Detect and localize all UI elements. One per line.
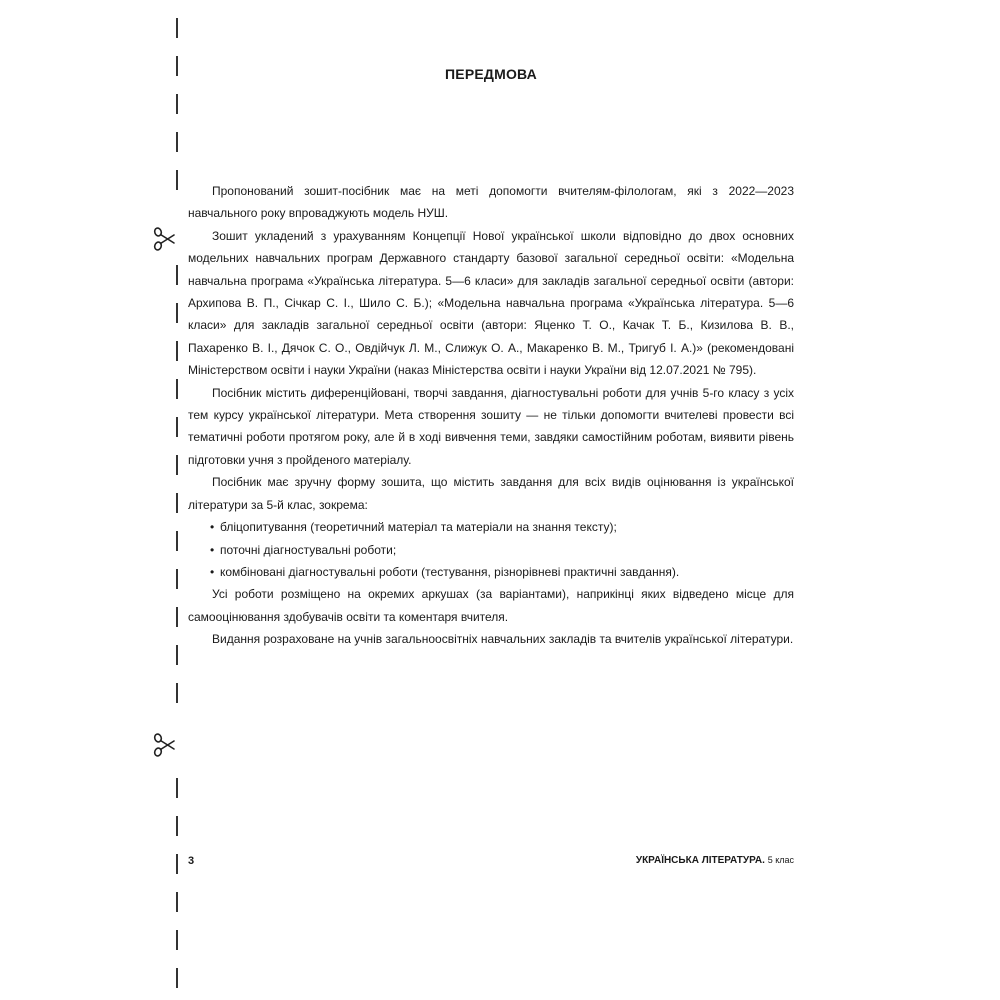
paragraph: Посібник має зручну форму зошита, що містить завдання для всіх видів оцінювання із української літератури за 5-й клас, зокрема: [188,475,794,512]
cut-dash [176,778,178,798]
page-number: 3 [188,855,195,867]
paragraph: Видання розраховане на учнів загальноосвітніх навчальних закладів та вчителів української літератури. [212,632,794,647]
paragraph: Посібник містить диференційовані, творчі завдання, діагностувальні роботи для учнів 5-го класу з усіх тем курсу української літератури. Мета створення зошиту — не тільки допомогти вчителеві провести всі тематичні роботи протягом року, але й в ході вивчення теми, завдяки самостійним роботам, виявити рівень підготовки учня з пройденого матеріалу. [188,385,794,467]
dashed-cut-line [175,0,179,1000]
cut-dash [176,303,178,323]
page-title: ПЕРЕДМОВА [445,66,537,82]
cut-dash [176,816,178,836]
cut-dash [176,930,178,950]
body-text [188,180,794,651]
cut-dash [176,56,178,76]
grade-label: 5 клас [767,855,794,865]
cut-dash [176,892,178,912]
cut-dash [176,968,178,988]
scissors-icon [151,732,177,758]
cut-dash [176,531,178,551]
cut-dash [176,132,178,152]
cut-dash [176,170,178,190]
cut-dash [176,18,178,38]
cut-dash [176,417,178,437]
cut-dash [176,607,178,627]
cut-dash [176,683,178,703]
cut-dash [176,455,178,475]
cut-dash [176,94,178,114]
cut-dash [176,645,178,665]
running-footer [636,855,794,866]
scissors-icon [151,226,177,252]
cut-dash [176,265,178,285]
cut-dash [176,341,178,361]
list-item: • бліцопитування (теоретичний матеріал та матеріали на знання тексту); [210,516,794,538]
paragraph: Усі роботи розміщено на окремих аркушах (за варіантами), наприкінці яких відведено місце для самооцінювання здобувачів освіти та коментаря вчителя. [188,587,794,624]
paragraph: Зошит укладений з урахуванням Концепції Нової української школи відповідно до двох основних модельних навчальних програм Державного стандарту базової загальної середньої освіти: «Модельна навчальна програма «Українська література. 5—6 класи» для закладів загальної середньої освіти (автори: Архипова В. П., Січкар С. І., Шило С. Б.); «Модельна навчальна програма «Українська література. 5—6 класи» для закладів загальної середньої освіти (автори: Яценко Т. О., Качак Т. Б., Кизилова В. В., Пахаренко В. І., Дячок С. О., Овдійчук Л. М., Слижук О. А., Макаренко В. М., Тригуб І. А.)» (рекомендовані Міністерством освіти і науки України (наказ Міністерства освіти і науки України від 12.07.2021 № 795). [188,228,794,378]
cut-dash [176,493,178,513]
book-title: УКРАЇНСЬКА ЛІТЕРАТУРА. [635,855,765,866]
paragraph: Пропонований зошит-посібник має на меті допомогти вчителям-філологам, які з 2022—2023 навчального року впроваджують модель НУШ. [188,184,794,221]
list-item: • поточні діагностувальні роботи; [210,539,794,561]
cut-dash [176,854,178,874]
cut-dash [176,569,178,589]
list-item: • комбіновані діагностувальні роботи (тестування, різнорівневі практичні завдання). [210,561,794,583]
bullet-list [188,516,794,583]
cut-dash [176,379,178,399]
